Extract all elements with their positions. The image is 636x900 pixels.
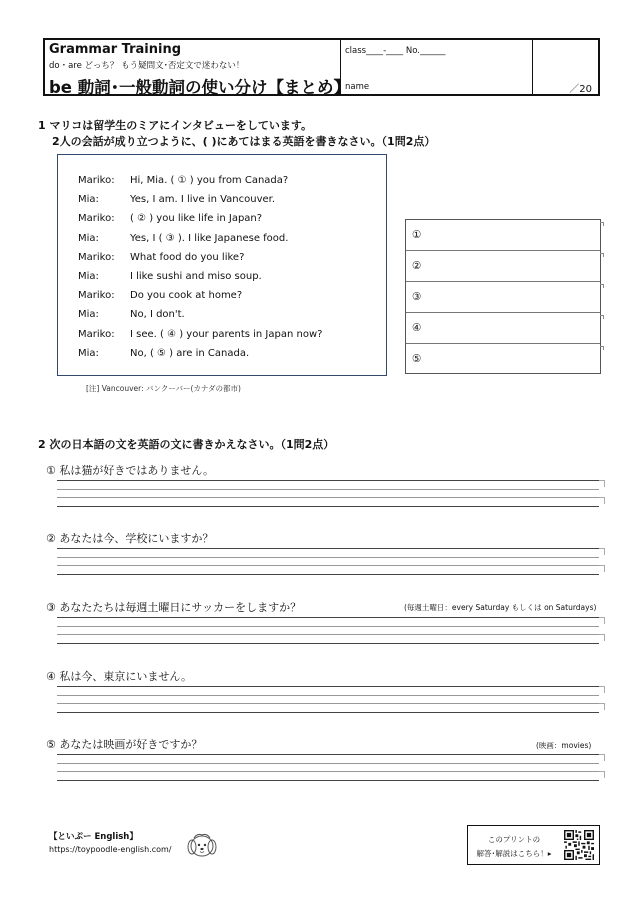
translation-item-1: ① 私は猫が好きではありません。 (46, 464, 215, 477)
answer-box[interactable] (406, 282, 600, 313)
speaker: Mariko: (78, 329, 115, 340)
student-info-cell (341, 40, 533, 94)
speaker: Mariko: (78, 175, 115, 186)
line-text: ( ② ) you like life in Japan? (130, 213, 263, 224)
speaker: Mariko: (78, 252, 115, 263)
qr-code-icon[interactable] (564, 830, 594, 860)
worksheet-title: be 動詞･一般動詞の使い分け【まとめ】 (49, 78, 350, 97)
answer-number: ① (412, 229, 422, 241)
answer-lines-4[interactable] (57, 686, 599, 712)
translation-item-4: ④ 私は今、東京にいません。 (46, 670, 193, 683)
speaker: Mia: (78, 309, 99, 320)
line-text: Do you cook at home? (130, 290, 243, 301)
question-1-title: 1 マリコは留学生のミアにインタビューをしています。 (38, 119, 312, 132)
vocabulary-note: [注] Vancouver: バンクーバー(カナダの都市) (86, 384, 241, 393)
line-text: I like sushi and miso soup. (130, 271, 262, 282)
series-title: Grammar Training (49, 42, 182, 57)
line-text: Hi, Mia. ( ① ) you from Canada? (130, 175, 289, 186)
answer-box[interactable] (406, 344, 600, 375)
translation-item-3: ③ あなたたちは毎週土曜日にサッカーをしますか？ (46, 601, 302, 614)
translation-item-5: ⑤ あなたは映画が好きですか？ (46, 738, 203, 751)
answer-lines-5[interactable] (57, 754, 599, 780)
answer-number: ⑤ (412, 353, 422, 365)
translation-hint-5: (映画：movies) (536, 741, 592, 750)
answer-boxes (405, 219, 601, 374)
speaker: Mia: (78, 233, 99, 244)
answer-link-line-2: 解答･解説はこちら！▸ (476, 849, 552, 858)
answer-link-line-1: このプリントの (487, 835, 541, 844)
score-total: ／20 (569, 84, 592, 95)
dialog-box (57, 154, 387, 376)
speaker: Mariko: (78, 290, 115, 301)
line-text: Yes, I ( ③ ). I like Japanese food. (130, 233, 289, 244)
poodle-mascot-icon (185, 830, 219, 860)
line-text: No, ( ⑤ ) are in Canada. (130, 348, 250, 359)
title-cell (45, 40, 350, 97)
answer-number: ③ (412, 291, 422, 303)
answer-lines-2[interactable] (57, 548, 599, 574)
answer-number: ② (412, 260, 422, 272)
line-text: Yes, I am. I live in Vancouver. (130, 194, 276, 205)
question-1-instruction: 2人の会話が成り立つように、( )にあてはまる英語を書きなさい。（1問2点） (52, 135, 436, 148)
answer-box[interactable] (406, 220, 600, 251)
answer-box[interactable] (406, 313, 600, 344)
answer-lines-3[interactable] (57, 617, 599, 643)
brand-name: 【といぷー English】 (49, 832, 138, 842)
answer-box[interactable] (406, 251, 600, 282)
score-cell (533, 40, 598, 94)
line-text: I see. ( ④ ) your parents in Japan now? (130, 329, 323, 340)
speaker: Mia: (78, 194, 99, 205)
translation-hint-3: (毎週土曜日：every Saturday もしくは on Saturdays) (404, 603, 597, 612)
name-label: name (345, 82, 370, 92)
class-number-label: class____-____ No.______ (345, 46, 446, 56)
line-text: No, I don't. (130, 309, 185, 320)
speaker: Mia: (78, 271, 99, 282)
answer-number: ④ (412, 322, 422, 334)
line-text: What food do you like? (130, 252, 245, 263)
speaker: Mariko: (78, 213, 115, 224)
series-subtitle: do・are どっち？ もう疑問文･否定文で迷わない！ (49, 61, 245, 71)
site-url[interactable]: https://toypoodle-english.com/ (49, 845, 172, 854)
answer-lines-1[interactable] (57, 480, 599, 506)
question-2-title: 2 次の日本語の文を英語の文に書きかえなさい。（1問2点） (38, 438, 335, 451)
answer-link-box[interactable] (467, 825, 600, 865)
speaker: Mia: (78, 348, 99, 359)
translation-item-2: ② あなたは今、学校にいますか？ (46, 532, 214, 545)
worksheet-header (43, 38, 600, 96)
